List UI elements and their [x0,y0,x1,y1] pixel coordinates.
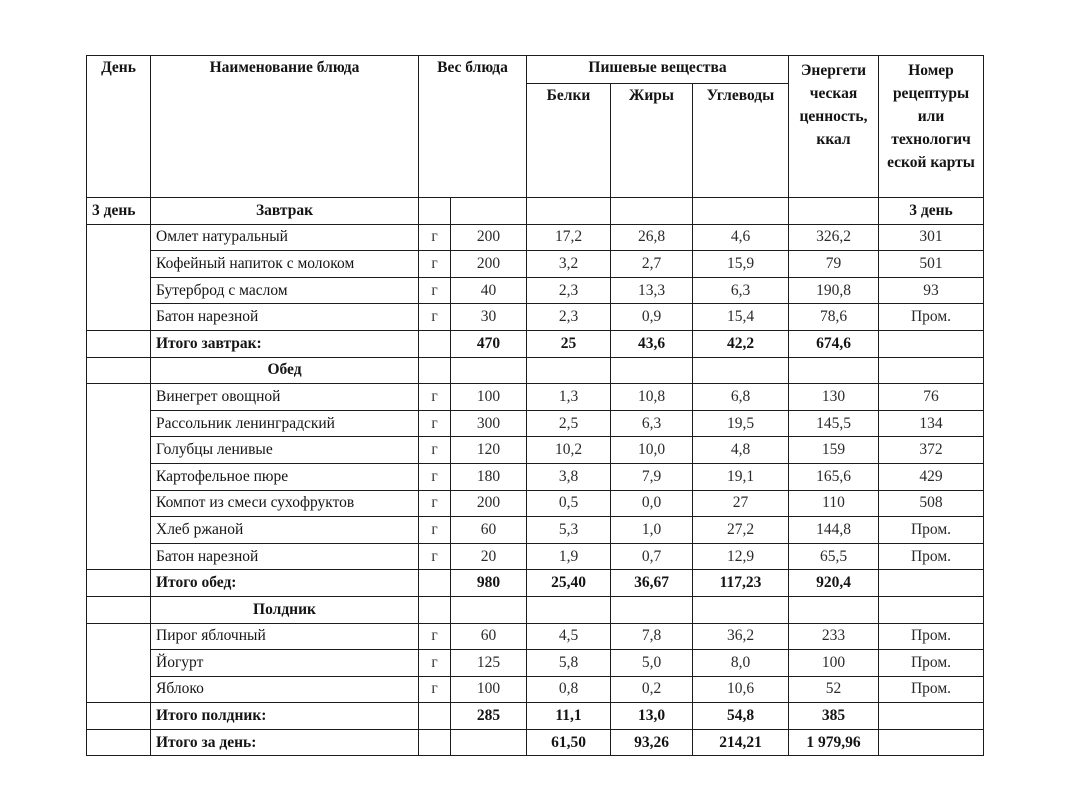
section-title: Полдник [151,596,419,623]
empty-cell [879,330,984,357]
dish-fat: 26,8 [611,224,693,251]
dish-fat: 5,0 [611,650,693,677]
empty-cell [451,357,527,384]
dish-carbs: 36,2 [693,623,789,650]
dish-fat: 7,9 [611,463,693,490]
empty-cell [879,703,984,730]
dish-recipe: Пром. [879,543,984,570]
table-row [87,676,984,703]
day-label [87,357,151,384]
dish-recipe: 301 [879,224,984,251]
empty-cell [527,357,611,384]
dish-unit: г [419,304,451,331]
dish-recipe: Пром. [879,304,984,331]
day-label-right [879,357,984,384]
dish-name: Компот из смеси сухофруктов [151,490,419,517]
table-row [87,224,984,251]
table-row [87,650,984,677]
empty-cell [789,596,879,623]
dish-protein: 17,2 [527,224,611,251]
day-total-row [87,729,984,756]
dish-unit: г [419,437,451,464]
total-fat: 43,6 [611,330,693,357]
dish-weight: 40 [451,277,527,304]
dish-energy: 79 [789,251,879,278]
total-fat: 36,67 [611,570,693,597]
dish-fat: 6,3 [611,410,693,437]
dish-name: Кофейный напиток с молоком [151,251,419,278]
section-total-row [87,703,984,730]
empty-cell [87,729,151,756]
dish-protein: 1,3 [527,384,611,411]
total-protein: 25,40 [527,570,611,597]
dish-protein: 2,3 [527,304,611,331]
dish-name: Пирог яблочный [151,623,419,650]
empty-cell [451,198,527,225]
total-carbs: 117,23 [693,570,789,597]
day-total-label: Итого за день: [151,729,419,756]
table-row [87,304,984,331]
menu-body [87,198,984,756]
dish-weight: 180 [451,463,527,490]
dish-protein: 0,5 [527,490,611,517]
day-label: 3 день [87,198,151,225]
dish-name: Яблоко [151,676,419,703]
dish-carbs: 19,5 [693,410,789,437]
dish-unit: г [419,277,451,304]
empty-cell [419,570,451,597]
dish-weight: 300 [451,410,527,437]
dish-name: Бутерброд с маслом [151,277,419,304]
table-row [87,517,984,544]
day-spacer [87,384,151,570]
dish-unit: г [419,517,451,544]
dish-name: Голубцы ленивые [151,437,419,464]
empty-cell [879,729,984,756]
total-protein: 25 [527,330,611,357]
dish-weight: 60 [451,517,527,544]
dish-energy: 130 [789,384,879,411]
dish-recipe: 372 [879,437,984,464]
empty-cell [87,570,151,597]
day-label [87,596,151,623]
table-row [87,463,984,490]
empty-cell [789,198,879,225]
section-total-row [87,330,984,357]
dish-recipe: 76 [879,384,984,411]
dish-weight: 100 [451,384,527,411]
empty-cell [693,198,789,225]
dish-name: Винегрет овощной [151,384,419,411]
total-weight: 470 [451,330,527,357]
dish-protein: 3,8 [527,463,611,490]
section-title-row [87,198,984,225]
dish-recipe: Пром. [879,650,984,677]
dish-carbs: 6,3 [693,277,789,304]
menu-table [86,55,984,756]
dish-recipe: 501 [879,251,984,278]
header-row [87,56,984,84]
table-row [87,437,984,464]
header-nutrients: Пишевые вещества [527,56,789,84]
empty-cell [693,357,789,384]
section-title-row [87,357,984,384]
dish-recipe: Пром. [879,676,984,703]
dish-fat: 0,7 [611,543,693,570]
empty-cell [789,357,879,384]
empty-cell [87,330,151,357]
dish-protein: 2,3 [527,277,611,304]
total-fat: 13,0 [611,703,693,730]
table-row [87,384,984,411]
menu-sheet [86,55,984,756]
table-row [87,490,984,517]
dish-energy: 145,5 [789,410,879,437]
dish-unit: г [419,224,451,251]
dish-weight: 30 [451,304,527,331]
header-protein: Белки [527,84,611,198]
day-label-right: 3 день [879,198,984,225]
header-day: День [87,56,151,198]
dish-unit: г [419,650,451,677]
section-title: Обед [151,357,419,384]
section-title: Завтрак [151,198,419,225]
dish-energy: 110 [789,490,879,517]
dish-carbs: 27 [693,490,789,517]
dish-carbs: 4,8 [693,437,789,464]
dish-recipe: 508 [879,490,984,517]
dish-unit: г [419,623,451,650]
total-weight: 980 [451,570,527,597]
empty-cell [419,357,451,384]
dish-unit: г [419,676,451,703]
dish-name: Йогурт [151,650,419,677]
total-carbs: 54,8 [693,703,789,730]
dish-name: Рассольник ленинградский [151,410,419,437]
dish-recipe: 429 [879,463,984,490]
dish-protein: 5,8 [527,650,611,677]
total-label: Итого полдник: [151,703,419,730]
section-title-row [87,596,984,623]
dish-unit: г [419,463,451,490]
dish-carbs: 27,2 [693,517,789,544]
dish-fat: 1,0 [611,517,693,544]
dish-carbs: 15,9 [693,251,789,278]
day-spacer [87,224,151,330]
dish-unit: г [419,490,451,517]
dish-carbs: 10,6 [693,676,789,703]
dish-fat: 2,7 [611,251,693,278]
dish-weight: 20 [451,543,527,570]
empty-cell [611,357,693,384]
dish-recipe: 134 [879,410,984,437]
table-row [87,277,984,304]
dish-fat: 0,9 [611,304,693,331]
dish-energy: 165,6 [789,463,879,490]
dish-protein: 10,2 [527,437,611,464]
empty-cell [693,596,789,623]
day-total-fat: 93,26 [611,729,693,756]
dish-carbs: 15,4 [693,304,789,331]
dish-unit: г [419,384,451,411]
dish-carbs: 12,9 [693,543,789,570]
day-total-carbs: 214,21 [693,729,789,756]
empty-cell [451,729,527,756]
dish-name: Батон нарезной [151,543,419,570]
empty-cell [451,596,527,623]
day-total-energy: 1 979,96 [789,729,879,756]
dish-energy: 78,6 [789,304,879,331]
dish-protein: 0,8 [527,676,611,703]
table-row [87,623,984,650]
day-total-protein: 61,50 [527,729,611,756]
dish-energy: 190,8 [789,277,879,304]
dish-name: Батон нарезной [151,304,419,331]
dish-fat: 13,3 [611,277,693,304]
dish-carbs: 19,1 [693,463,789,490]
dish-fat: 0,0 [611,490,693,517]
dish-weight: 125 [451,650,527,677]
dish-protein: 1,9 [527,543,611,570]
empty-cell [611,596,693,623]
dish-carbs: 6,8 [693,384,789,411]
dish-protein: 2,5 [527,410,611,437]
table-row [87,251,984,278]
empty-cell [419,596,451,623]
dish-weight: 100 [451,676,527,703]
dish-weight: 200 [451,224,527,251]
empty-cell [87,703,151,730]
dish-name: Омлет натуральный [151,224,419,251]
dish-weight: 200 [451,251,527,278]
empty-cell [419,703,451,730]
header-weight: Вес блюда [419,56,527,198]
dish-weight: 200 [451,490,527,517]
total-energy: 674,6 [789,330,879,357]
dish-energy: 326,2 [789,224,879,251]
header-dish: Наименование блюда [151,56,419,198]
header-fat: Жиры [611,84,693,198]
dish-carbs: 4,6 [693,224,789,251]
section-total-row [87,570,984,597]
empty-cell [419,330,451,357]
day-label-right [879,596,984,623]
dish-protein: 5,3 [527,517,611,544]
empty-cell [527,596,611,623]
day-spacer [87,623,151,703]
dish-fat: 10,8 [611,384,693,411]
dish-protein: 4,5 [527,623,611,650]
header-carbs: Углеводы [693,84,789,198]
header-energy: Энергети ческая ценность, ккал [789,56,879,198]
dish-weight: 120 [451,437,527,464]
dish-energy: 100 [789,650,879,677]
dish-recipe: 93 [879,277,984,304]
header-recipe: Номер рецептуры или технологич еской карты [879,56,984,198]
dish-energy: 233 [789,623,879,650]
dish-weight: 60 [451,623,527,650]
total-label: Итого завтрак: [151,330,419,357]
dish-fat: 0,2 [611,676,693,703]
empty-cell [419,198,451,225]
dish-carbs: 8,0 [693,650,789,677]
dish-recipe: Пром. [879,623,984,650]
empty-cell [419,729,451,756]
dish-energy: 159 [789,437,879,464]
dish-energy: 144,8 [789,517,879,544]
total-label: Итого обед: [151,570,419,597]
total-protein: 11,1 [527,703,611,730]
dish-energy: 65,5 [789,543,879,570]
dish-unit: г [419,251,451,278]
dish-name: Хлеб ржаной [151,517,419,544]
table-row [87,410,984,437]
empty-cell [879,570,984,597]
total-carbs: 42,2 [693,330,789,357]
dish-name: Картофельное пюре [151,463,419,490]
dish-fat: 7,8 [611,623,693,650]
dish-fat: 10,0 [611,437,693,464]
dish-recipe: Пром. [879,517,984,544]
total-weight: 285 [451,703,527,730]
dish-unit: г [419,410,451,437]
total-energy: 385 [789,703,879,730]
dish-energy: 52 [789,676,879,703]
empty-cell [611,198,693,225]
empty-cell [527,198,611,225]
table-row [87,543,984,570]
dish-protein: 3,2 [527,251,611,278]
total-energy: 920,4 [789,570,879,597]
dish-unit: г [419,543,451,570]
